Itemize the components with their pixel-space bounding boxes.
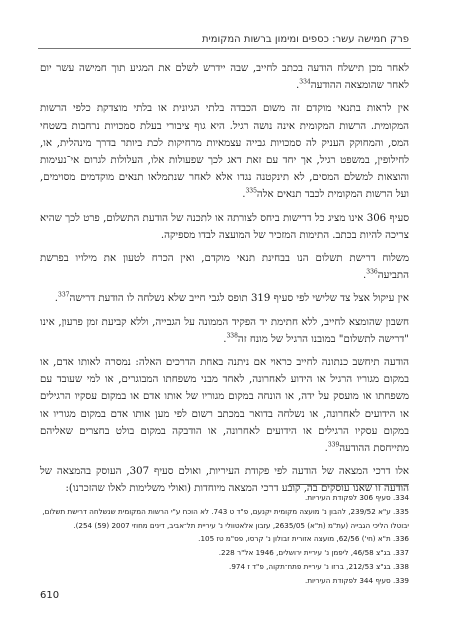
- page-number: 610: [40, 590, 60, 601]
- running-head: פרק חמישה עשר: כספים ומימון ברשות המקומית: [201, 34, 409, 45]
- paragraph: לאחר מכן תישלח הודעה בכתב לחייב, שבה יידרש לשלם את המגיע תוך חמישה עשר יום לאחר שהומצאה ההודעה$^{334}$.: [40, 63, 409, 92]
- footnote: 336. ת"א (חי') 62/56, מועצה אזורית זבולון נ' קרסו, פס"מ טז 105.: [198, 534, 409, 544]
- footnote-ref[interactable]: 336: [366, 268, 378, 276]
- footnote-ref[interactable]: 335: [245, 188, 257, 196]
- paragraph: חשבון שהומצא לחייב, ללא חתימת יד הפקיד הממונה על הגבייה, וללא קביעת זמן פרעון, אינו "דרישה לתשלום" במובנו הרגיל של מונח זה$^{338}$.: [40, 316, 409, 345]
- paragraph: אלו דרכי המצאה של הודעה לפי פקודת העיריות, ואולם סעיף 307, העוסק בהמצאה של הודעה זו שאנו עוסקים בה, קובע דרכי המצאה מיוחדות (ואולי משלימות לאלו שהזכרנו):: [40, 466, 409, 495]
- footnote: 335. ע"א 239/52, להבון נ' מועצה מקומית יקנעם, פ"ד ט 743. לא הוכח ע"י הרשות המקומית שנשלחה דרישת תשלום, יבוטלו הליכי הגבייה (עת"מ (ת"א) 2635/05, עזבון אלאטוולי נ' עיריית תל־אביב, דינים מחוזי 2007 (59) 254).: [42, 506, 409, 530]
- footnote: 339. סעיף 344 לפקודת העיריות.: [305, 575, 409, 585]
- footnote-ref[interactable]: 334: [299, 78, 311, 86]
- footnote: 337. בג"צ 46/58, ליפמן נ' עיריית ירושלים, 1946 אל"ר 228.: [218, 548, 409, 558]
- header-rule: [38, 48, 411, 49]
- footnote: 338. בג"צ 212/53, ברזו נ' עיריית פתח־תקוה, פ"ד ז 974.: [229, 561, 409, 571]
- paragraph: אין לראות בתנאי מוקדם זה משום הכבדה בלתי הגיונית או בלתי מוצדקת כלפי הרשות המקומית. הרשות המקומית אינה נושה רגיל. היא גוף ציבורי בעלת סמכויות נרחבות בשטחי המס, והמחוקק העניק לה סמכויות גבייה עצמאיות מרחיקות לכת ביותר בדרך מינהלית, או, לחילופין, במשפט רגיל, אך יחד עם זאת דאג לכך שפעולות אלו, העלולות לגרום אי־נעימות והוצאות למשלם המסים, לא תינקטנה נגדו אלא לאחר שנתמלאו תנאים מוקדמים מסוימים, ועל הרשות המקומית לכבד תנאים אלה$^{335}$.: [40, 103, 409, 201]
- footnote-ref[interactable]: 338: [226, 332, 238, 340]
- footnote-rule: [289, 484, 409, 485]
- paragraph: סעיף 306 אינו מציג כל דרישות ביחס לצורתה או לתכנה של הודעת התשלום, פרט לכך שהיא צריכה להיות בכתב. התימות המזכיר של המועצה לבדו מספיקה.: [40, 212, 410, 241]
- body-text: [40, 60, 409, 504]
- paragraph: אין עיקול אצל צד שלישי לפי סעיף 319 תופס לגבי חייב שלא נשלחה לו הודעת דרישה$^{337}$.: [54, 292, 409, 305]
- footnote-ref[interactable]: 339: [327, 441, 340, 449]
- footnote-ref[interactable]: 337: [58, 292, 70, 300]
- footnotes: [40, 491, 409, 588]
- paragraph: משלוח דרישת תשלום הנו בבחינת תנאי מוקדם, ואין הכרח לטעון את מילויו בפרשת התביעה$^{336}$.: [40, 253, 409, 282]
- paragraph: הודעה תיחשב כנתונה לחייב כראוי אם ניתנה באחת הדרכים האלה: נמסרה לאותו אדם, או במקום מגוריו הרגיל או הידוע לאחרונה, לאחד מבני משפחתו המבוגרים, או למי שעובד עם משפחתו או מועסק על ידה, או הונחה במקום מגוריו של אותו אדם או במקום עסקיו הרגילים או הידועים לאחרונה, או נשלחה בדואר במכתב רשום לפי מען אותו אדם במקום מגוריו או במקום עסקיו הרגילים או הידועים לאחרונה, או הודבקה במקום בולט בחצרים שאליהם מתייחסת ההודעה$^{339}$.: [40, 357, 409, 455]
- footnote: 334. סעיף 306 לפקודת העיריות.: [305, 493, 409, 502]
